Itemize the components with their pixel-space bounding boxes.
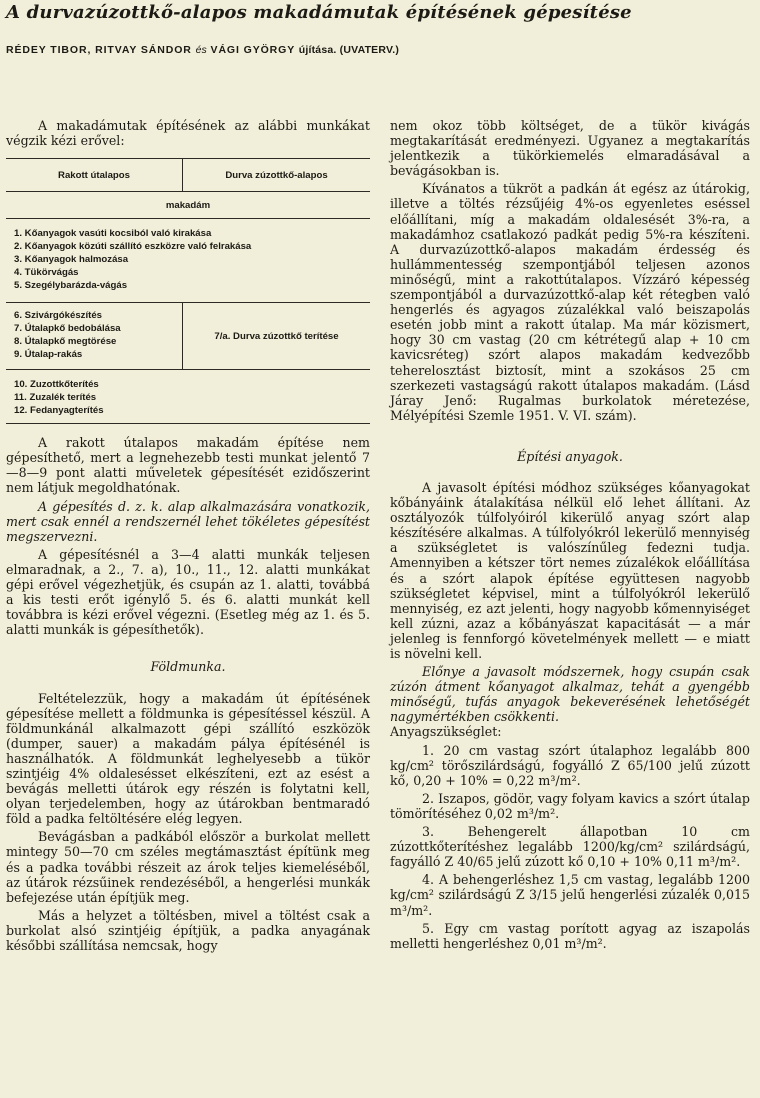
body-paragraph: nem okoz több költséget, de a tükör kivágás megtakarítását eredményezi. Ugyanez a megtakarítás jelentkezik a tükörkiemelés elmaradásával a bevágásokban is. [390,118,750,179]
table-header-durva: Durva zúzottkő-alapos [183,159,371,192]
right-column [390,118,750,951]
material-item: 1. 20 cm vastag szórt útalaphoz legalább 800 kg/cm² törőszilárdságú, fogyálló Z 65/100 jelű zúzott kő, 0,20 + 10% = 0,22 m³/m². [390,742,750,788]
table-group1 [6,219,370,303]
table-end-line [6,424,370,426]
authors-names-1: RÉDEY TIBOR, RITVAY SÁNDOR [6,44,192,56]
table-step: 10. Zuzottkőterítés [14,379,99,391]
table-makadam-label: makadám [6,192,370,219]
authors-line [6,44,399,56]
table-group3-row [6,370,370,424]
intro-paragraph: A makadámutak építésének az alábbi munkákat végzik kézi erővel: [6,118,370,149]
section-heading-foldmunka: Földmunka. [150,659,226,675]
body-paragraph: A gépesítésnél a 3—4 alatti munkák teljesen elmaradnak, a 2., 7. a), 10., 11., 12. alatti munkákat gépi erővel végezhetjük, és csupán az 1. alatti, továbbá a kis testi erőt igénylő 5. és 6. alatti munkát kell továbbra is kézi erővel végezni. (Esetleg még az 1. és 5. alatti munkák is gépesíthetők). [6,546,370,638]
work-steps-table [6,158,370,425]
body-paragraph: Kívánatos a tükröt a padkán át egész az útárokig, illetve a töltés rézsűjéig 4%-os egyenletes eséssel előállítani, míg a makadám oldalesését 3%-ra, a makadámhoz csatlakozó padkát pedig 5%-ra készíteni. A durvazúzottkő-alapos makadám érdesség és hullámmentesség szempontjából teljesen azonos minőségű, mint a rakottútalapos. Vízzáró képesség szempontjából a durvazúzottkő-alap két rétegben való hengerlés és agyagos zúzalékkal való beiszapolás esetén jobb mint a rakott útalap. Ma már közismert, hogy 30 cm vastag (20 cm kétrétegű alap + 10 cm kavicsréteg) szórt alapos makadám kedvezőbb teherelosztást biztosít, mint a szokásos 25 cm szerkezeti vastagságú rakott útalapos makadám. (Lásd Járay Jenő: Rugalmas burkolatok méretezése, Mélyépítési Szemle 1951. V. VI. szám). [390,181,750,423]
table-step: 4. Tükörvágás [14,267,79,279]
table-step: 6. Szivárgókészítés [14,310,102,322]
table-header-rakott: Rakott útalapos [6,159,183,192]
table-step: 12. Fedanyagterítés [14,405,104,417]
materials-label: Anyagszükséglet: [390,724,502,740]
article-title: A durvazúzottkő-alapos makadámutak építésének gépesítése [6,2,632,23]
material-item: 4. A behengerléshez 1,5 cm vastag, legalább 1200 kg/cm² szilárdságú Z 3/15 jelű hengerlési zúzalék 0,015 m³/m². [390,872,750,918]
table-step: 7. Útalapkő bedobálása [14,323,121,335]
authors-note: újítása. (UVATERV.) [298,44,400,56]
material-item: 5. Egy cm vastag porított agyag az iszapolás melletti hengerléshez 0,01 m³/m². [390,920,750,951]
table-step: 3. Kőanyagok halmozása [14,254,129,266]
table-step: 9. Útalap-rakás [14,349,83,361]
body-paragraph-italic: Előnye a javasolt módszernek, hogy csupán csak zúzón átment kőanyagot alkalmaz, tehát a gyengébb minőségű, tufás anyagok bekeverésének lehetőségét nagymértékben csökkenti. [390,664,750,725]
body-paragraph: Feltételezzük, hogy a makadám út építésének gépesítése mellett a földmunka is gépesítéssel készül. A földmunkánál alkalmazott gépi szállító eszközök (dumper, sauer) a makadám pálya építésénél is használhatók. A földmunkát leghelyesebb a tükör szintjéig 4% oldalesésset elkészíteni, ezt az esést a bevágás melletti útárok egy részén is folytatni kell, olyan terjedelemben, hogy az útárokban bentmaradó föld a padka feltöltésére elég legyen. [6,690,370,827]
body-paragraph-italic: A gépesítés d. z. k. alap alkalmazására vonatkozik, mert csak ennél a rendszernél lehet tökéletes gépesítést megszervezni. [6,498,370,544]
body-paragraph: A javasolt építési módhoz szükséges kőanyagokat kőbányáink átalakítása nélkül elő lehet állítani. Az osztályozók túlfolyóiról kikerülő anyag szórt alap készítésére alkalmas. A túlfolyókról lekerülő mennyiség a szükségletet is valószínűleg fedezni tudja. Amennyiben a kétszer tört nemes zúzalékok előállítása és a szórt alapok építése együttesen nagyobb szükségletet képvisel, mint a túlfolyókról lekerülő mennyiség, ez azt jelenti, hogy nagyobb kőmennyiséget kell zúzni, azaz a kőbányászat kapacitását — a már jelenleg is fennforgó követelmények mellett — e miatt is növelni kell. [390,479,750,661]
table-group2-row [6,303,370,370]
table-makadam-row [6,192,370,219]
table-step: 2. Kőanyagok közúti szállító eszközre való felrakása [14,241,252,253]
material-item: 3. Behengerelt állapotban 10 cm zúzottkőterítéshez legalább 1200/kg/cm² szilárdságú, fagyálló Z 40/65 jelű zúzott kő 0,10 + 10% 0,11 m³/m². [390,824,750,870]
table-end-rule [6,424,370,426]
section-heading-epitesi-anyagok: Építési anyagok. [517,448,623,464]
table-group2-right: 7/a. Durva zúzottkő terítése [183,303,371,370]
table-step: 5. Szegélybarázda-vágás [14,280,128,292]
body-paragraph: A rakott útalapos makadám építése nem gépesíthető, mert a legnehezebb testi munkat jelentő 7—8—9 pont alatti műveletek gépesítését ezidőszerint nem látjuk megoldhatónak. [6,435,370,496]
authors-and: és [195,44,207,56]
authors-names-2: VÁGI GYÖRGY [210,44,295,56]
body-paragraph: Bevágásban a padkából először a burkolat mellett mintegy 50—70 cm széles megtámasztást építünk meg és a padka további részeit az árok teljes kiemeléséből, az útárok rézsűinek rendezéséből, a hengerlési munkák befejezése után építjük meg. [6,829,370,905]
table-step: 11. Zuzalék terítés [14,392,97,404]
table-group1-row [6,219,370,303]
table-header-row [6,159,370,192]
table-group3 [6,370,370,424]
table-group2 [6,303,183,370]
body-paragraph: Más a helyzet a töltésben, mivel a töltést csak a burkolat alsó szintjéig építjük, a padka anyagának későbbi szállítása nemcsak, hogy [6,907,370,953]
material-item: 2. Iszapos, gödör, vagy folyam kavics a szórt útalap tömörítéséhez 0,02 m³/m². [390,790,750,821]
table-step: 8. Útalapkő megtörése [14,336,117,348]
left-column [6,118,370,953]
table-step: 1. Kőanyagok vasúti kocsiból való kirakása [14,228,212,240]
